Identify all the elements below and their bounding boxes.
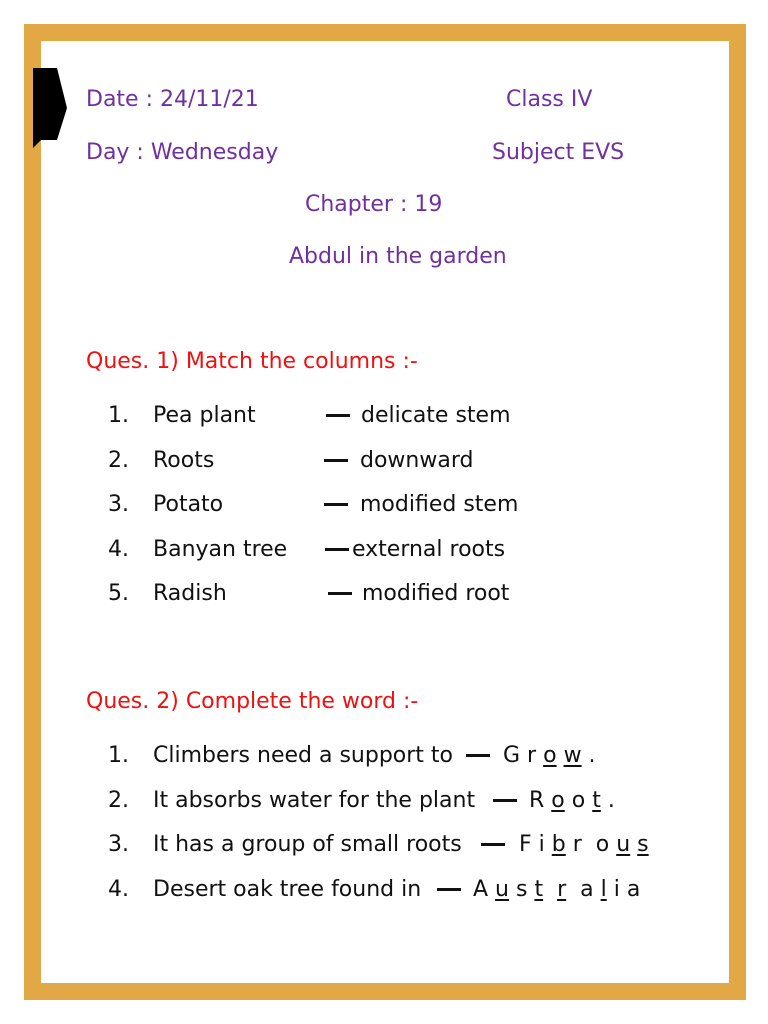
q2-item-text: It absorbs water for the plant (153, 788, 476, 813)
q2-answer: F i b r o u s (519, 832, 649, 857)
dash-connector (325, 548, 349, 551)
q1-item-left: Potato (153, 492, 224, 517)
q2-heading: Ques. 2) Complete the word :- (86, 689, 419, 714)
dash-connector (328, 592, 352, 595)
q1-item-right: delicate stem (361, 403, 511, 428)
q1-item-right: modified stem (360, 492, 519, 517)
class-label: Class IV (506, 87, 593, 112)
q2-item-number: 2. (108, 788, 129, 813)
q1-item-left: Radish (153, 581, 227, 606)
dash-connector (324, 503, 348, 506)
q1-item-number: 4. (108, 537, 129, 562)
q2-item-number: 3. (108, 832, 129, 857)
q1-item-left: Pea plant (153, 403, 256, 428)
q1-item-number: 3. (108, 492, 129, 517)
q1-item-number: 2. (108, 448, 129, 473)
dash-connector (493, 799, 517, 802)
dash-connector (324, 459, 348, 462)
subject-label: Subject EVS (492, 140, 625, 165)
q2-item-text: Climbers need a support to (153, 743, 454, 768)
q1-item-left: Banyan tree (153, 537, 288, 562)
chapter-label: Chapter : 19 (305, 192, 443, 217)
q1-item-right: downward (360, 448, 474, 473)
q2-item-number: 4. (108, 877, 129, 902)
q1-heading: Ques. 1) Match the columns :- (86, 349, 418, 374)
q1-item-left: Roots (153, 448, 215, 473)
q2-answer: R o o t . (529, 788, 615, 813)
q2-answer: A u s t r a l i a (473, 877, 641, 902)
date-label: Date : 24/11/21 (86, 87, 259, 112)
q1-item-number: 1. (108, 403, 129, 428)
black-tab-marker (33, 68, 67, 148)
day-label: Day : Wednesday (86, 140, 279, 165)
q1-item-right: external roots (352, 537, 506, 562)
dash-connector (466, 754, 490, 757)
dash-connector (326, 414, 350, 417)
chapter-title: Abdul in the garden (289, 244, 507, 269)
q1-item-number: 5. (108, 581, 129, 606)
q2-item-text: It has a group of small roots (153, 832, 462, 857)
q2-answer: G r o w . (503, 743, 596, 768)
q2-item-number: 1. (108, 743, 129, 768)
dash-connector (437, 888, 461, 891)
q2-item-text: Desert oak tree found in (153, 877, 422, 902)
dash-connector (481, 843, 505, 846)
q1-item-right: modified root (362, 581, 510, 606)
